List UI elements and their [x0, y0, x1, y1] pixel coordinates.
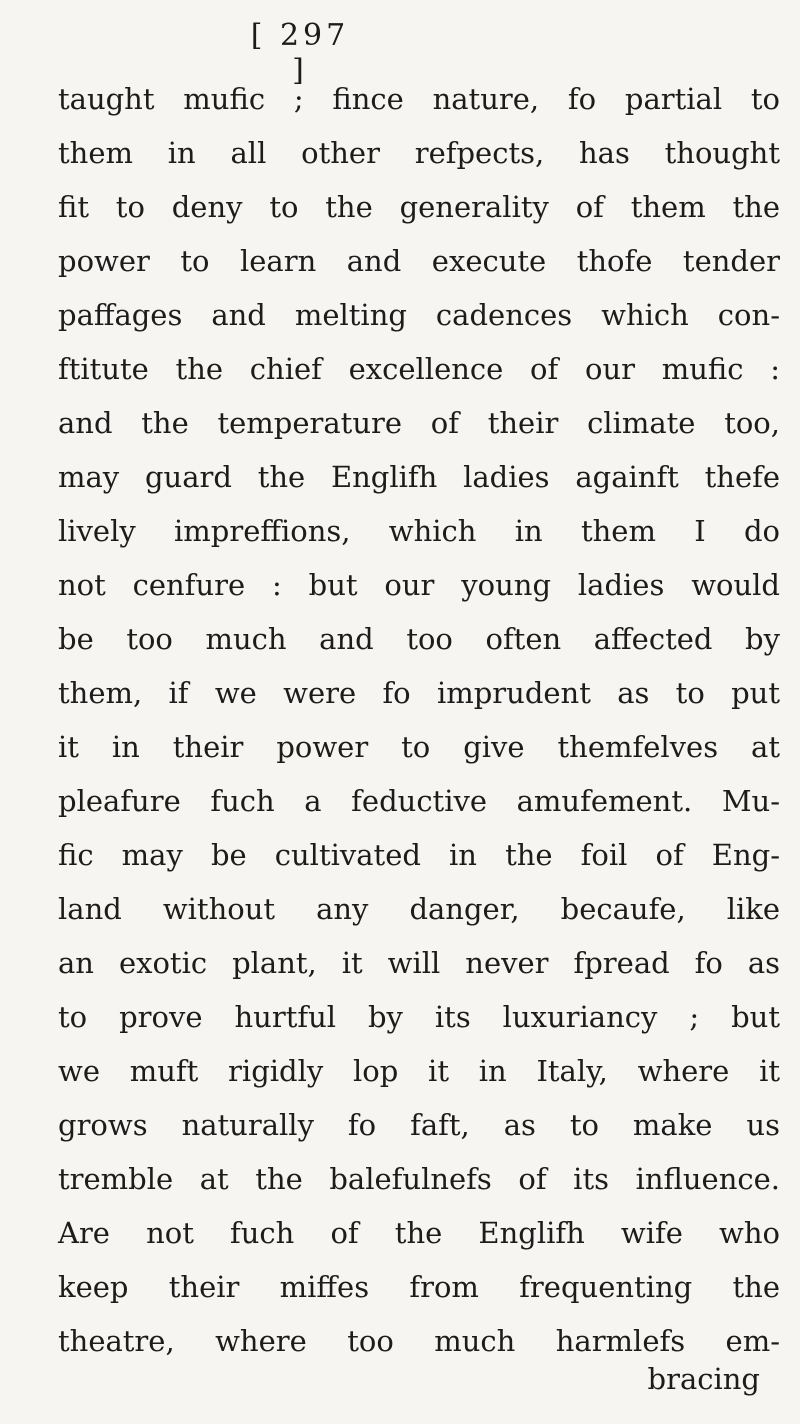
text-line: pleafure fuch a feductive amufement. Mu- [58, 784, 780, 818]
text-line: tremble at the balefulnefs of its influence. [58, 1162, 780, 1196]
text-line: grows naturally fo faft, as to make us [58, 1108, 780, 1142]
text-line: power to learn and execute thofe tender [58, 244, 780, 278]
catchword: bracing [647, 1362, 760, 1396]
text-line: and the temperature of their climate too, [58, 406, 780, 440]
text-line: Are not fuch of the Englifh wife who [58, 1216, 780, 1250]
text-line: to prove hurtful by its luxuriancy ; but [58, 1000, 780, 1034]
text-line: we muft rigidly lop it in Italy, where it [58, 1054, 780, 1088]
text-line: them in all other refpects, has thought [58, 136, 780, 170]
text-line: ftitute the chief excellence of our mufic : [58, 352, 780, 386]
text-line: be too much and too often affected by [58, 622, 780, 656]
text-line: not cenfure : but our young ladies would [58, 568, 780, 602]
text-line: lively impreffions, which in them I do [58, 514, 780, 548]
text-line: an exotic plant, it will never fpread fo as [58, 946, 780, 980]
text-line: theatre, where too much harmlefs em- [58, 1324, 780, 1358]
text-line: fit to deny to the generality of them the [58, 190, 780, 224]
text-line: may guard the Englifh ladies againft thefe [58, 460, 780, 494]
text-line: fic may be cultivated in the foil of Eng- [58, 838, 780, 872]
body-text [58, 72, 780, 1368]
text-line: them, if we were fo imprudent as to put [58, 676, 780, 710]
text-line: taught mufic ; fince nature, fo partial to [58, 82, 780, 116]
text-line: land without any danger, becaufe, like [58, 892, 780, 926]
text-line: paffages and melting cadences which con- [58, 298, 780, 332]
page-number: [ 297 ] [250, 18, 350, 88]
text-line: it in their power to give themfelves at [58, 730, 780, 764]
text-line: keep their miffes from frequenting the [58, 1270, 780, 1304]
